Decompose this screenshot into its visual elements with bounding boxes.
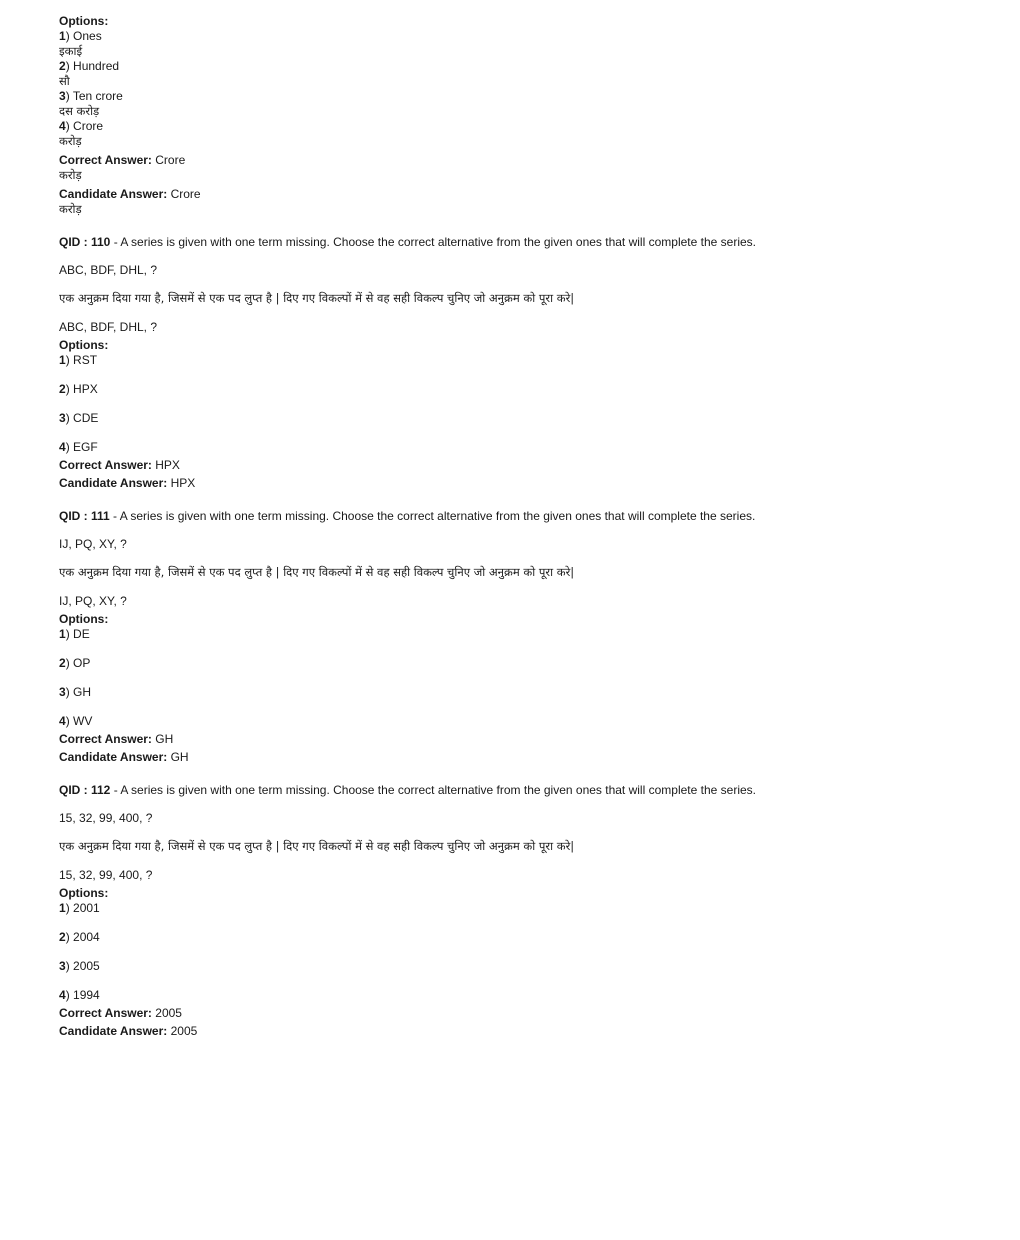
question-series: IJ, PQ, XY, ?: [59, 537, 127, 551]
options-label: Options:: [59, 612, 109, 626]
document-page: [59, 14, 959, 1039]
correct-answer-hindi: करोड़: [59, 168, 82, 182]
option-4: 4) 1994: [59, 988, 100, 1002]
correct-answer: Correct Answer: GH: [59, 732, 174, 746]
question-block: [59, 783, 959, 1039]
option-2: 2) HPX: [59, 382, 98, 396]
option-3-hindi: दस करोड़: [59, 104, 100, 118]
question-block: [59, 509, 959, 765]
question-series-hindi: 15, 32, 99, 400, ?: [59, 868, 153, 882]
option-4: 4) Crore: [59, 119, 104, 133]
option-2: 2) OP: [59, 656, 91, 670]
candidate-answer-hindi: करोड़: [59, 202, 82, 216]
question-text: QID : 112 - A series is given with one term missing. Choose the correct alternative from the given ones that will complete the series.: [59, 783, 756, 797]
option-1-hindi: इकाई: [59, 44, 83, 58]
option-4-hindi: करोड़: [59, 134, 82, 148]
question-text-hindi: एक अनुक्रम दिया गया है, जिसमें से एक पद लुप्त है | दिए गए विकल्पों में से वह सही विकल्प चुनिए जो अनुक्रम को पूरा करे|: [59, 565, 575, 579]
options-label: Options:: [59, 886, 109, 900]
candidate-answer: Candidate Answer: 2005: [59, 1024, 198, 1038]
candidate-answer: Candidate Answer: Crore: [59, 187, 201, 201]
option-3: 3) CDE: [59, 411, 99, 425]
question-series-hindi: ABC, BDF, DHL, ?: [59, 320, 158, 334]
option-3: 3) 2005: [59, 959, 100, 973]
option-1: 1) DE: [59, 627, 90, 641]
option-2: 2) 2004: [59, 930, 100, 944]
question-text: QID : 111 - A series is given with one term missing. Choose the correct alternative from the given ones that will complete the series.: [59, 509, 756, 523]
question-series-hindi: IJ, PQ, XY, ?: [59, 594, 127, 608]
option-4: 4) WV: [59, 714, 93, 728]
option-2: 2) Hundred: [59, 59, 120, 73]
option-3: 3) GH: [59, 685, 92, 699]
candidate-answer: Candidate Answer: HPX: [59, 476, 196, 490]
option-2-hindi: सौ: [59, 74, 70, 88]
prev-question-block: [59, 14, 959, 217]
question-text: QID : 110 - A series is given with one term missing. Choose the correct alternative from the given ones that will complete the series.: [59, 235, 756, 249]
question-text-hindi: एक अनुक्रम दिया गया है, जिसमें से एक पद लुप्त है | दिए गए विकल्पों में से वह सही विकल्प चुनिए जो अनुक्रम को पूरा करे|: [59, 291, 575, 305]
option-1: 1) 2001: [59, 901, 100, 915]
question-series: 15, 32, 99, 400, ?: [59, 811, 153, 825]
question-series: ABC, BDF, DHL, ?: [59, 263, 158, 277]
candidate-answer: Candidate Answer: GH: [59, 750, 189, 764]
options-label: Options:: [59, 14, 109, 28]
option-1: 1) Ones: [59, 29, 102, 43]
option-4: 4) EGF: [59, 440, 98, 454]
correct-answer: Correct Answer: Crore: [59, 153, 186, 167]
correct-answer: Correct Answer: 2005: [59, 1006, 182, 1020]
question-text-hindi: एक अनुक्रम दिया गया है, जिसमें से एक पद लुप्त है | दिए गए विकल्पों में से वह सही विकल्प चुनिए जो अनुक्रम को पूरा करे|: [59, 839, 575, 853]
option-3: 3) Ten crore: [59, 89, 123, 103]
option-1: 1) RST: [59, 353, 98, 367]
question-block: [59, 235, 959, 491]
correct-answer: Correct Answer: HPX: [59, 458, 180, 472]
options-label: Options:: [59, 338, 109, 352]
